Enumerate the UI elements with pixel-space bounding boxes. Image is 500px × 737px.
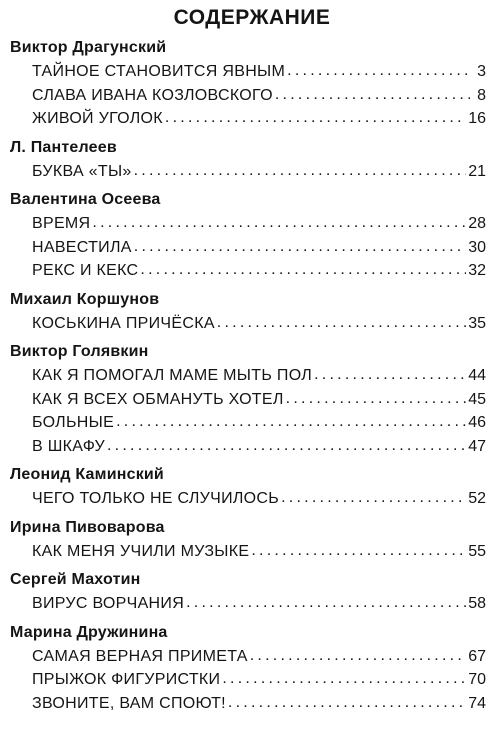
toc-entry — [32, 645, 486, 669]
author-heading: Леонид Каминский — [10, 466, 164, 483]
dot-leader — [92, 211, 466, 235]
entry-page-number: 32 — [468, 262, 486, 279]
toc-entry — [32, 411, 486, 435]
toc-entry — [32, 84, 486, 108]
dot-leader — [275, 83, 470, 107]
dot-leader — [286, 387, 467, 411]
section-gap — [10, 131, 486, 138]
entry-page-number: 45 — [468, 390, 486, 408]
toc-entry — [32, 107, 486, 131]
toc-entry — [32, 692, 486, 716]
entry-title: ВИРУС ВОРЧАНИЯ — [32, 595, 185, 612]
entry-page-number: 70 — [468, 671, 486, 688]
author-heading: Виктор Голявкин — [10, 343, 149, 360]
dot-leader — [228, 691, 466, 715]
entry-page-number: 52 — [468, 490, 486, 507]
entry-title: КАК МЕНЯ УЧИЛИ МУЗЫКЕ — [32, 542, 250, 560]
toc-entry — [32, 236, 486, 260]
dot-leader — [165, 106, 466, 130]
dot-leader — [140, 258, 466, 282]
entry-title: СЛАВА ИВАНА КОЗЛОВСКОГО — [32, 86, 273, 104]
toc-entry — [32, 364, 486, 388]
entry-title: КАК Я ВСЕХ ОБМАНУТЬ ХОТЕЛ — [32, 390, 284, 408]
author-heading: Сергей Махотин — [10, 571, 141, 588]
entry-page-number: 74 — [468, 694, 486, 712]
section-gap — [10, 458, 486, 465]
entry-title: ПРЫЖОК ФИГУРИСТКИ — [32, 671, 221, 688]
section-gap — [10, 183, 486, 190]
toc-entry — [32, 312, 486, 336]
entry-list — [32, 487, 486, 511]
entry-title: РЕКС И КЕКС — [32, 262, 139, 279]
entry-page-number: 28 — [468, 215, 486, 232]
toc-section — [10, 138, 486, 184]
entry-list — [32, 540, 486, 564]
dot-leader — [134, 159, 467, 183]
entry-title: КОСЬКИНА ПРИЧЁСКА — [32, 314, 215, 332]
entry-title: БОЛЬНЫЕ — [32, 414, 115, 431]
dot-leader — [251, 539, 466, 563]
entry-list — [32, 160, 486, 184]
entry-title: ВРЕМЯ — [32, 215, 91, 232]
toc-entry — [32, 487, 486, 511]
toc-entry — [32, 160, 486, 184]
dot-leader — [107, 434, 466, 458]
entry-title: ЗВОНИТЕ, ВАМ СПОЮТ! — [32, 694, 226, 712]
entry-list — [32, 592, 486, 616]
entry-page-number: 21 — [468, 162, 486, 180]
entry-list — [32, 60, 486, 131]
entry-title: В ШКАФУ — [32, 437, 105, 455]
section-gap — [10, 283, 486, 290]
entry-page-number: 55 — [468, 542, 486, 560]
toc-entry — [32, 60, 486, 84]
toc-section — [10, 570, 486, 616]
entry-page-number: 46 — [468, 414, 486, 431]
dot-leader — [186, 591, 466, 615]
author-heading: Марина Дружинина — [10, 623, 168, 641]
section-gap — [10, 616, 486, 623]
entry-page-number: 58 — [468, 595, 486, 612]
entry-title: САМАЯ ВЕРНАЯ ПРИМЕТА — [32, 647, 248, 665]
page-title: СОДЕРЖАНИЕ — [173, 6, 331, 29]
toc-section — [10, 465, 486, 511]
dot-leader — [281, 486, 466, 510]
entry-list — [32, 645, 486, 716]
toc-section — [10, 623, 486, 716]
entry-page-number: 67 — [468, 647, 486, 665]
dot-leader — [314, 363, 466, 387]
author-heading: Виктор Драгунский — [10, 39, 167, 56]
dot-leader — [287, 59, 470, 83]
toc-entry — [32, 388, 486, 412]
entry-title: ЖИВОЙ УГОЛОК — [32, 110, 163, 127]
dot-leader — [116, 410, 466, 434]
entry-page-number: 16 — [468, 110, 486, 127]
section-gap — [10, 511, 486, 518]
toc-entry — [32, 259, 486, 283]
author-heading: Михаил Коршунов — [10, 290, 160, 308]
dot-leader — [250, 644, 467, 668]
entry-title: ЧЕГО ТОЛЬКО НЕ СЛУЧИЛОСЬ — [32, 490, 280, 507]
author-heading: Валентина Осеева — [10, 191, 161, 208]
toc-section — [10, 190, 486, 283]
entry-page-number: 35 — [468, 314, 486, 332]
entry-list — [32, 312, 486, 336]
entry-title: ТАЙНОЕ СТАНОВИТСЯ ЯВНЫМ — [32, 63, 286, 80]
toc-section — [10, 290, 486, 336]
toc-section — [10, 518, 486, 564]
entry-list — [32, 212, 486, 283]
section-gap — [10, 563, 486, 570]
toc-entry — [32, 592, 486, 616]
toc-entry — [32, 540, 486, 564]
entry-page-number: 3 — [477, 63, 486, 80]
entry-page-number: 30 — [468, 238, 486, 256]
dot-leader — [222, 667, 466, 691]
toc-section — [10, 342, 486, 458]
toc-section — [10, 38, 486, 131]
toc-entry — [32, 212, 486, 236]
toc-list — [10, 38, 486, 715]
dot-leader — [217, 311, 466, 335]
entry-title: КАК Я ПОМОГАЛ МАМЕ МЫТЬ ПОЛ — [32, 367, 313, 384]
entry-title: НАВЕСТИЛА — [32, 238, 132, 256]
toc-entry — [32, 668, 486, 692]
entry-page-number: 8 — [477, 86, 486, 104]
entry-title: БУКВА «ТЫ» — [32, 162, 132, 180]
entry-page-number: 44 — [468, 367, 486, 384]
entry-list — [32, 364, 486, 458]
dot-leader — [134, 235, 466, 259]
toc-entry — [32, 435, 486, 459]
author-heading: Ирина Пивоварова — [10, 518, 165, 536]
entry-page-number: 47 — [468, 437, 486, 455]
author-heading: Л. Пантелеев — [10, 138, 117, 156]
section-gap — [10, 335, 486, 342]
